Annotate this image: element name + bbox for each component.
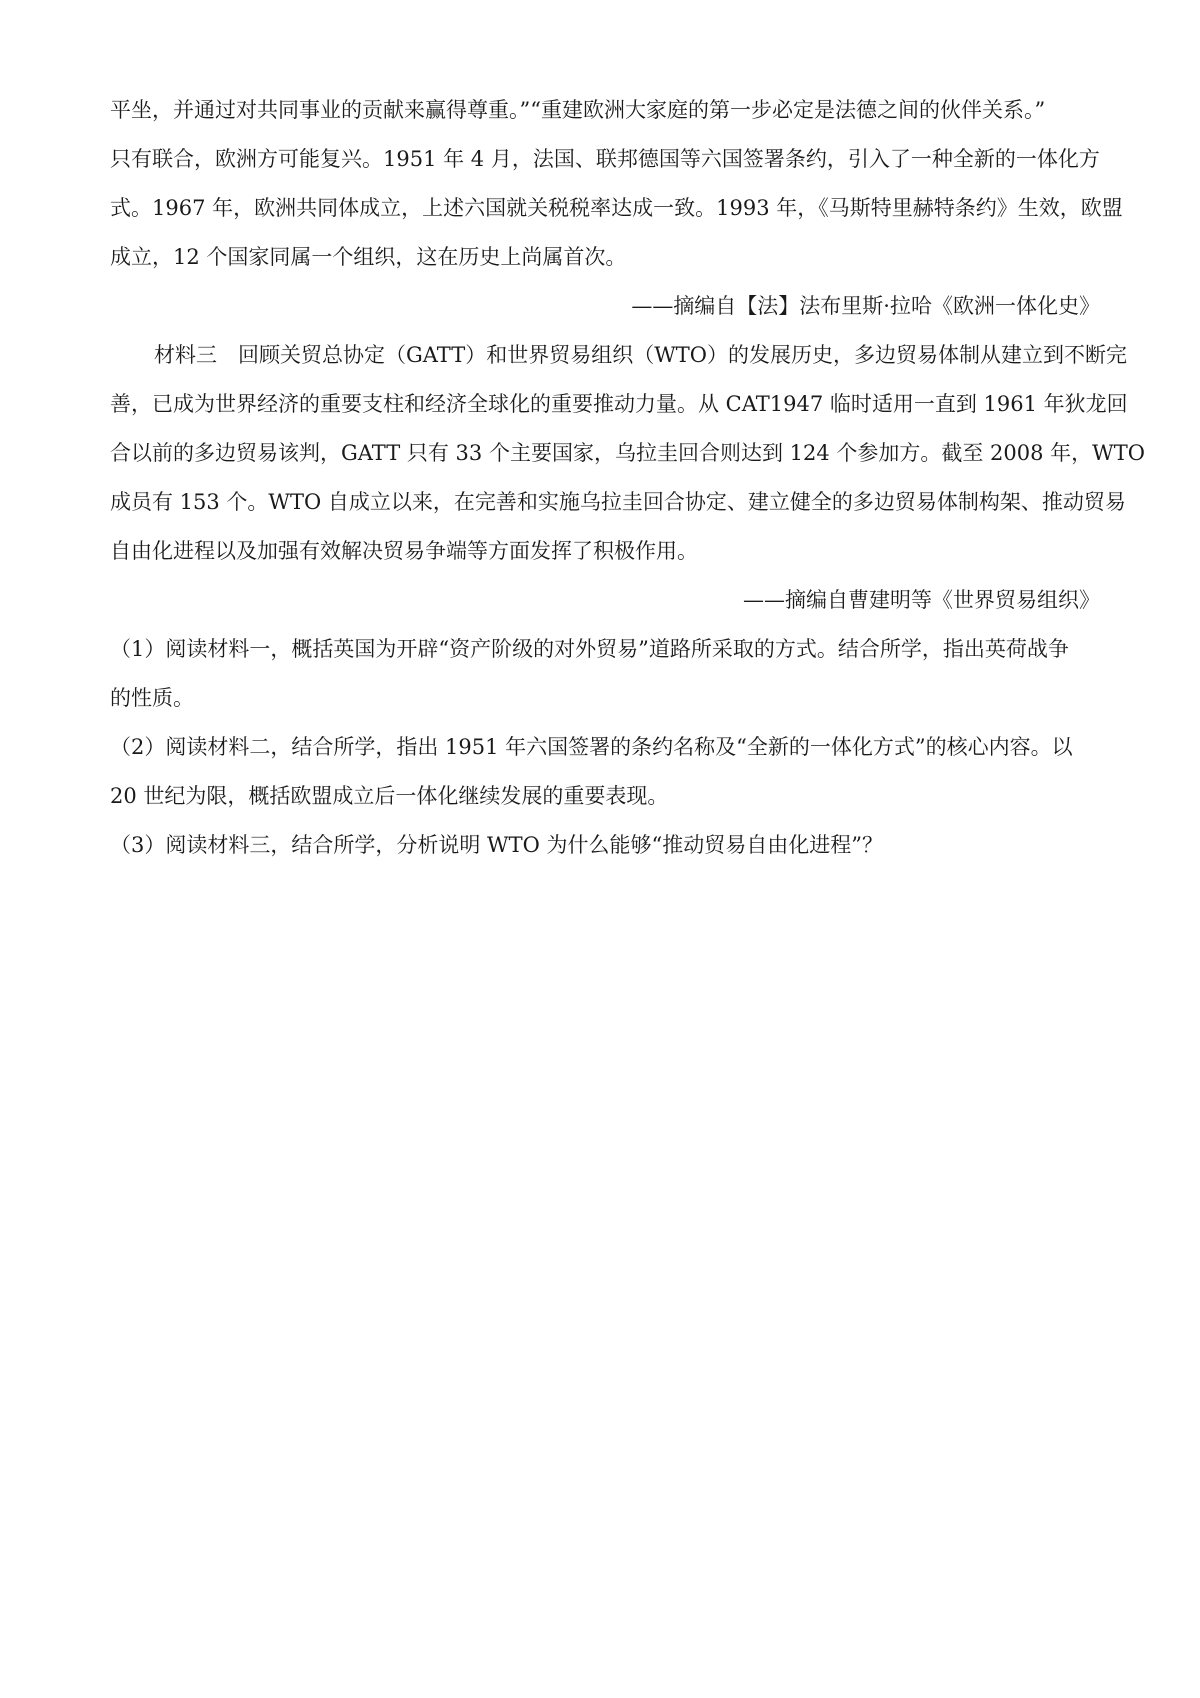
question-1-line-2: 的性质。 xyxy=(110,686,194,710)
material-three-line-2: 善，已成为世界经济的重要支柱和经济全球化的重要推动力量。从 CAT1947 临时适用一直到 1961 年狄龙回 xyxy=(110,392,1128,416)
question-2-line-1: （2）阅读材料二，结合所学，指出 1951 年六国签署的条约名称及“全新的一体化方式”的核心内容。以 xyxy=(110,735,1073,759)
questions xyxy=(110,625,1100,870)
material-two-continuation xyxy=(110,86,1123,331)
material-two-line-2: 只有联合，欧洲方可能复兴。1951 年 4 月，法国、联邦德国等六国签署条约，引入了一种全新的一体化方 xyxy=(110,147,1100,171)
material-three-line-5: 自由化进程以及加强有效解决贸易争端等方面发挥了积极作用。 xyxy=(110,539,698,563)
material-three-line-1: 材料三 回顾关贸总协定（GATT）和世界贸易组织（WTO）的发展历史，多边贸易体制从建立到不断完 xyxy=(154,343,1127,367)
material-two-line-4: 成立，12 个国家同属一个组织，这在历史上尚属首次。 xyxy=(110,245,627,269)
document-page xyxy=(110,86,1145,870)
question-3-line-1: （3）阅读材料三，结合所学，分析说明 WTO 为什么能够“推动贸易自由化进程”？ xyxy=(110,833,883,857)
material-two-line-3: 式。1967 年，欧洲共同体成立，上述六国就关税税率达成一致。1993 年，《马斯特里赫特条约》生效，欧盟 xyxy=(110,196,1123,220)
material-two-line-1: 平坐，并通过对共同事业的贡献来赢得尊重。”“重建欧洲大家庭的第一步必定是法德之间的伙伴关系。” xyxy=(110,98,1046,122)
material-three-source: ——摘编自曹建明等《世界贸易组织》 xyxy=(743,588,1100,612)
material-three-line-4: 成员有 153 个。WTO 自成立以来，在完善和实施乌拉圭回合协定、建立健全的多边贸易体制构架、推动贸易 xyxy=(110,490,1126,514)
material-two-source: ——摘编自【法】法布里斯·拉哈《欧洲一体化史》 xyxy=(631,294,1100,318)
question-1-line-1: （1）阅读材料一，概括英国为开辟“资产阶级的对外贸易”道路所采取的方式。结合所学，指出英荷战争 xyxy=(110,637,1069,661)
question-2-line-2: 20 世纪为限，概括欧盟成立后一体化继续发展的重要表现。 xyxy=(110,784,669,808)
material-three xyxy=(110,331,1145,625)
material-three-line-3: 合以前的多边贸易该判，GATT 只有 33 个主要国家，乌拉圭回合则达到 124 个参加方。截至 2008 年，WTO xyxy=(110,441,1145,465)
